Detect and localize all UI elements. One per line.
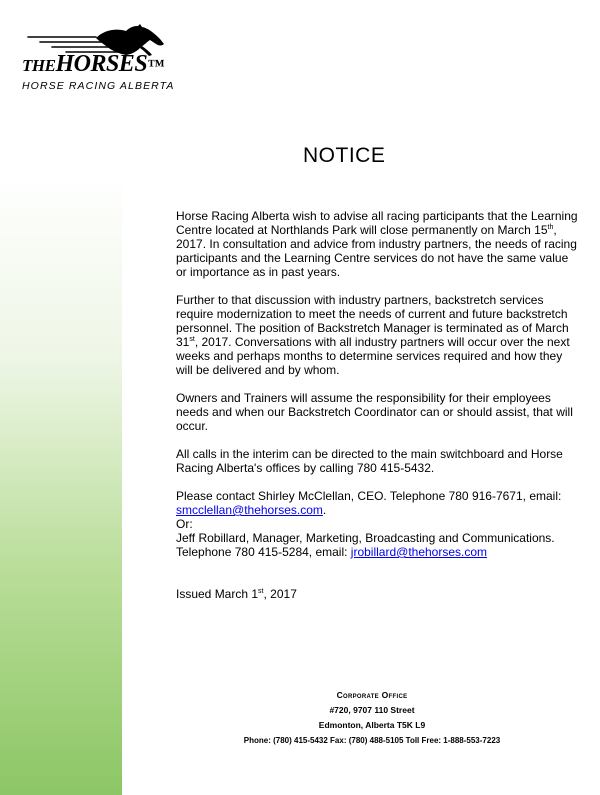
spacer	[176, 573, 581, 587]
office-address-line1: #720, 9707 110 Street	[329, 705, 415, 715]
the-horses-logo	[22, 24, 175, 94]
logo-word-the: THE	[22, 56, 56, 75]
email-link-jrobillard[interactable]: jrobillard@thehorses.com	[350, 545, 488, 559]
paragraph-backstretch: Further to that discussion with industry partners, backstretch services require modernization to meet the needs of current and future backstretch personnel. The position of Backstretch Manager is terminated as of March 31st, 2017. Conversations with all industry partners will occur over the next weeks and perhaps months to determine services required and how they will be delivered and by whom.	[176, 293, 570, 377]
ordinal-suffix: st	[189, 336, 195, 343]
office-address-line2: Edmonton, Alberta T5K L9	[318, 720, 426, 730]
paragraph-contact: Please contact Shirley McClellan, CEO. Telephone 780 916-7671, email: smcclellan@thehorses.com. Or: Jeff Robillard, Manager, Marketing, Broadcasting and Communications. Telephone 780 415-5284, email: jrobillard@thehorses.com	[176, 489, 562, 559]
paragraph-owners-trainers: Owners and Trainers will assume the responsibility for their employees needs and when our Backstretch Coordinator can or should assist, that will occur.	[176, 391, 573, 433]
or-label: Or:	[176, 517, 193, 531]
logo-word-horses: HORSES	[55, 51, 148, 77]
paragraph-calls: All calls in the interim can be directed to the main switchboard and Horse Racing Alberta's offices by calling 780 415-5432.	[176, 447, 563, 475]
logo-tagline: HORSE RACING ALBERTA	[22, 80, 175, 92]
issued-date: Issued March 1st, 2017	[176, 587, 297, 601]
notice-title: NOTICE	[303, 144, 386, 167]
notice-body	[176, 209, 581, 615]
trademark-symbol: ™	[147, 56, 164, 75]
logo-wordmark	[22, 52, 164, 76]
corporate-office-footer	[222, 688, 522, 748]
email-link-smcclellan[interactable]: smcclellan@thehorses.com	[176, 503, 323, 517]
ordinal-suffix: st	[258, 588, 264, 595]
office-title: Corporate Office	[336, 690, 408, 700]
paragraph-learning-centre: Horse Racing Alberta wish to advise all racing participants that the Learning Centre located at Northlands Park will close permanently on March 15th, 2017. In consultation and advice from industry partners, the needs of racing participants and the Learning Centre services do not have the same value or importance as in past years.	[176, 209, 578, 279]
ordinal-suffix: th	[547, 224, 554, 231]
green-gradient-sidebar	[0, 0, 122, 795]
office-phone-numbers: Phone: (780) 415-5432 Fax: (780) 488-5105 Toll Free: 1-888-553-7223	[243, 736, 501, 745]
